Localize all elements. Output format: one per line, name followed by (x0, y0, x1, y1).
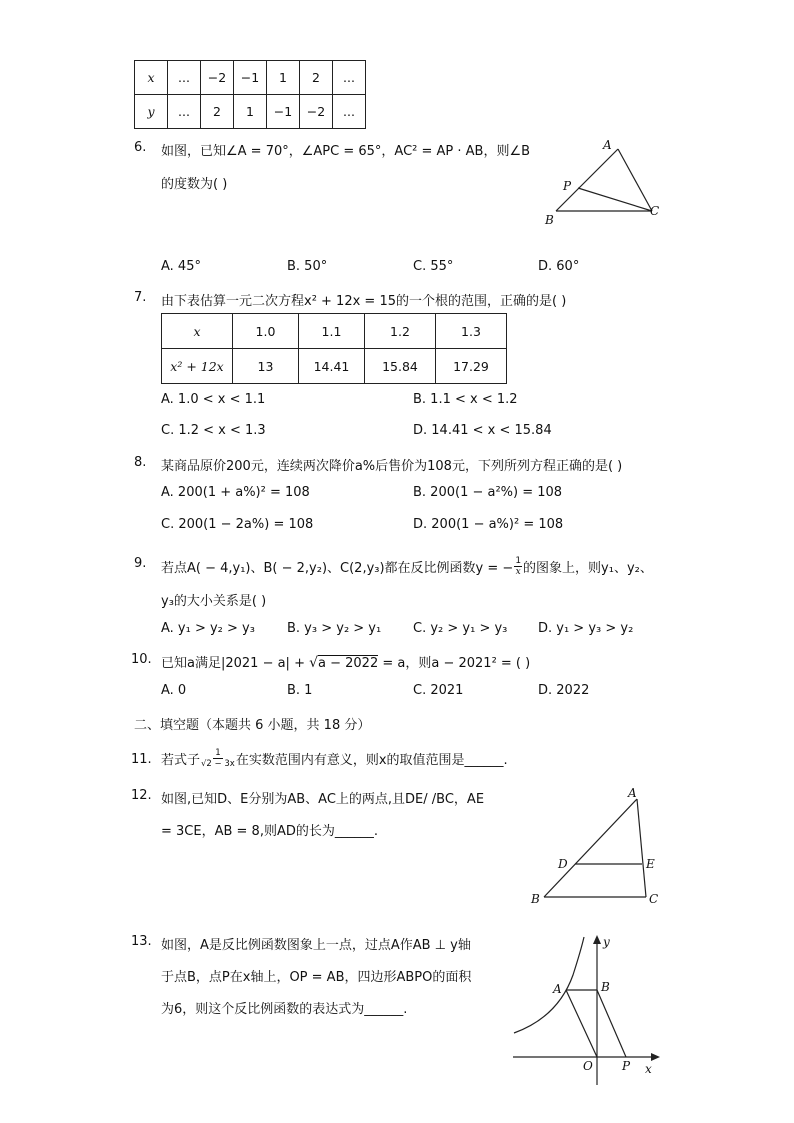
q11-number: 11. (131, 752, 152, 767)
q8-option-d[interactable]: D. 200(1 − a%)² = 108 (413, 517, 564, 532)
q8-option-a[interactable]: A. 200(1 + a%)² = 108 (161, 485, 310, 500)
table-cell: 14.41 (299, 349, 365, 384)
side-ac (637, 799, 646, 897)
q12-triangle-figure (525, 785, 670, 910)
q13-stem-line1: 如图，A是反比例函数图象上一点，过点A作AB ⊥ y轴 (161, 938, 471, 953)
label-x: x (645, 1062, 652, 1076)
q6-number: 6. (134, 140, 147, 155)
q10-stem-part2: = a，则a − 2021² = ( ) (378, 656, 531, 671)
label-a: A (628, 786, 637, 800)
table-cell: 1 (234, 95, 267, 129)
label-a: A (553, 982, 562, 996)
q10-option-a[interactable]: A. 0 (161, 683, 187, 698)
table-cell: x (162, 314, 233, 349)
table-cell: ... (333, 95, 366, 129)
q7-option-b[interactable]: B. 1.1 < x < 1.2 (413, 392, 518, 407)
label-y: y (603, 935, 610, 949)
q12-stem-line1: 如图,已知D、E分别为AB、AC上的两点,且DE/ /BC，AE (161, 792, 485, 807)
table-row (162, 349, 507, 384)
table-cell: 17.29 (436, 349, 507, 384)
q9-option-d[interactable]: D. y₁ > y₃ > y₂ (538, 621, 634, 636)
table-cell: 2 (300, 61, 333, 95)
q7-table (161, 313, 507, 384)
q9-stem-line1 (161, 556, 653, 577)
q11-stem (161, 748, 508, 769)
hyperbola-curve (514, 937, 584, 1033)
q13-stem-line2: 于点B，点P在x轴上，OP = AB，四边形ABPO的面积 (161, 970, 472, 985)
label-a: A (603, 138, 612, 152)
segment-ao (566, 990, 597, 1057)
table-cell: x² + 12x (162, 349, 233, 384)
q6-stem-line1: 如图，已知∠A = 70°，∠APC = 65°，AC² = AP · AB，则∠B (161, 144, 531, 159)
segment-bp (597, 990, 626, 1057)
q11-fraction-numerator: 1 (215, 748, 221, 758)
q6-option-c[interactable]: C. 55° (413, 259, 454, 274)
label-b: B (545, 213, 554, 227)
section-title: 二、填空题（本题共 6 小题，共 18 分） (134, 718, 371, 733)
label-p: P (622, 1059, 631, 1073)
q9-option-c[interactable]: C. y₂ > y₁ > y₃ (413, 621, 508, 636)
table-cell: −2 (300, 95, 333, 129)
q6-stem-line2: 的度数为( ) (161, 177, 228, 192)
q11-stem-part2: 在实数范围内有意义，则x的取值范围是______. (235, 753, 508, 768)
q9-fraction (514, 556, 522, 577)
q10-option-c[interactable]: C. 2021 (413, 683, 464, 698)
table-cell: y (135, 95, 168, 129)
q8-number: 8. (134, 455, 147, 470)
table-cell: 13 (233, 349, 299, 384)
q9-option-a[interactable]: A. y₁ > y₂ > y₃ (161, 621, 255, 636)
q6-triangle-figure (540, 135, 670, 230)
table-row (135, 61, 366, 95)
q8-option-b[interactable]: B. 200(1 − a²%) = 108 (413, 485, 563, 500)
q9-stem-part1: 若点A( − 4,y₁)、B( − 2,y₂)、C(2,y₃)都在反比例函数y = − (161, 561, 514, 576)
q9-fraction-denominator: x (515, 567, 521, 577)
q11-fraction-denominator: √2 − 3x (201, 759, 235, 769)
table-cell: 1.3 (436, 314, 507, 349)
q8-stem: 某商品原价200元，连续两次降价a%后售价为108元，下列所列方程正确的是( ) (161, 459, 623, 474)
table-cell: 1 (267, 61, 300, 95)
side-ab (544, 799, 637, 897)
label-d: D (558, 857, 568, 871)
q11-stem-part1: 若式子 (161, 753, 201, 768)
q10-option-d[interactable]: D. 2022 (538, 683, 590, 698)
q9-fraction-numerator: 1 (515, 556, 522, 566)
q10-option-b[interactable]: B. 1 (287, 683, 313, 698)
q6-option-a[interactable]: A. 45° (161, 259, 201, 274)
table-cell: −1 (267, 95, 300, 129)
q9-stem-line2: y₃的大小关系是( ) (161, 594, 267, 609)
table-row (135, 95, 366, 129)
q11-fraction (201, 748, 235, 769)
table-cell: −2 (201, 61, 234, 95)
q13-stem-line3: 为6，则这个反比例函数的表达式为______. (161, 1002, 408, 1017)
q13-coordinate-figure (508, 925, 668, 1085)
sqrt-symbol-icon: √ (309, 655, 319, 671)
top-value-table (134, 60, 366, 129)
label-c: C (649, 892, 659, 906)
q12-stem-line2: = 3CE，AB = 8,则AD的长为______. (161, 824, 378, 839)
label-e: E (646, 857, 655, 871)
table-row (162, 314, 507, 349)
label-b: B (531, 892, 540, 906)
table-cell: 2 (201, 95, 234, 129)
q10-sqrt-content: a − 2022 (318, 656, 379, 671)
table-cell: ... (333, 61, 366, 95)
q7-number: 7. (134, 290, 147, 305)
q7-option-d[interactable]: D. 14.41 < x < 15.84 (413, 423, 552, 438)
q9-option-b[interactable]: B. y₃ > y₂ > y₁ (287, 621, 382, 636)
label-o: O (583, 1059, 593, 1073)
label-b: B (601, 980, 610, 994)
q7-stem: 由下表估算一元二次方程x² + 12x = 15的一个根的范围，正确的是( ) (161, 294, 567, 309)
q9-stem-part2: 的图象上，则y₁、y₂、 (523, 561, 653, 576)
q13-number: 13. (131, 934, 152, 949)
q10-number: 10. (131, 652, 152, 667)
table-cell: 1.2 (365, 314, 436, 349)
q9-number: 9. (134, 556, 147, 571)
q7-option-a[interactable]: A. 1.0 < x < 1.1 (161, 392, 266, 407)
table-cell: ... (168, 61, 201, 95)
table-cell: ... (168, 95, 201, 129)
label-c: C (650, 204, 660, 218)
q10-stem (161, 652, 530, 671)
table-cell: −1 (234, 61, 267, 95)
q6-option-d[interactable]: D. 60° (538, 259, 580, 274)
table-cell: 1.0 (233, 314, 299, 349)
q10-stem-part1: 已知a满足|2021 − a| + (161, 656, 310, 671)
table-cell: x (135, 61, 168, 95)
y-axis-arrow-icon (593, 935, 601, 944)
table-cell: 1.1 (299, 314, 365, 349)
label-p: P (563, 179, 572, 193)
q8-option-c[interactable]: C. 200(1 − 2a%) = 108 (161, 517, 314, 532)
q7-option-c[interactable]: C. 1.2 < x < 1.3 (161, 423, 266, 438)
x-axis-arrow-icon (651, 1053, 660, 1061)
q12-number: 12. (131, 788, 152, 803)
table-cell: 15.84 (365, 349, 436, 384)
q6-option-b[interactable]: B. 50° (287, 259, 328, 274)
